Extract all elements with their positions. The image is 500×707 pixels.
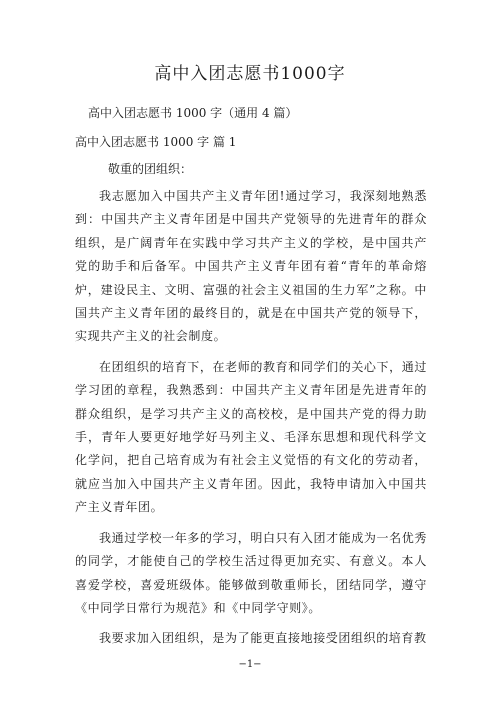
document-body (75, 185, 427, 658)
paragraph-2: 在团组织的培育下，在老师的教育和同学们的关心下，通过学习团的章程，我熟悉到：中国共产主义青年团是先进青年的群众组织，是学习共产主义的高校校，是中国共产党的得力助手，青年人要更好地学好马列主义、毛泽东思想和现代科学文化学问，把自己培育成为有社会主义觉悟的有文化的劳动者，就应当加入中国共产主义青年团。因此，我特申请加入中国共产主义青年团。 (75, 359, 427, 515)
document-subtitle: 高中入团志愿书 1000 字（通用 4 篇） (88, 106, 298, 120)
paragraph-4: 我要求加入团组织，是为了能更直接地接受团组织的培育教 (99, 631, 427, 646)
paragraph-1: 我志愿加入中国共产主义青年团!通过学习，我深刻地熟悉到：中国共产主义青年团是中国共产党领导的先进青年的群众组织，是广阔青年在实践中学习共产主义的学校，是中国共产党的助手和后备军。中国共产主义青年团有着“青年的革命熔炉，建设民主、文明、富强的社会主义祖国的生力军”之称。中国共产主义青年团的最终目的，就是在中国共产党的领导下，实现共产主义的社会制度。 (75, 189, 427, 344)
section-heading: 高中入团志愿书 1000 字 篇 1 (75, 135, 237, 149)
paragraph-3: 我通过学校一年多的学习，明白只有入团才能成为一名优秀的同学，才能使自己的学校生活过得更加充实、有意义。本人喜爱学校，喜爱班级体。能够做到敬重师长，团结同学，遵守《中同学日常行为规范》和《中同学守则》。 (75, 530, 427, 615)
page-number: −1− (238, 659, 262, 670)
greeting-line: 敬重的团组织： (108, 162, 193, 176)
document-title: 高中入团志愿书1000字 (154, 64, 346, 84)
